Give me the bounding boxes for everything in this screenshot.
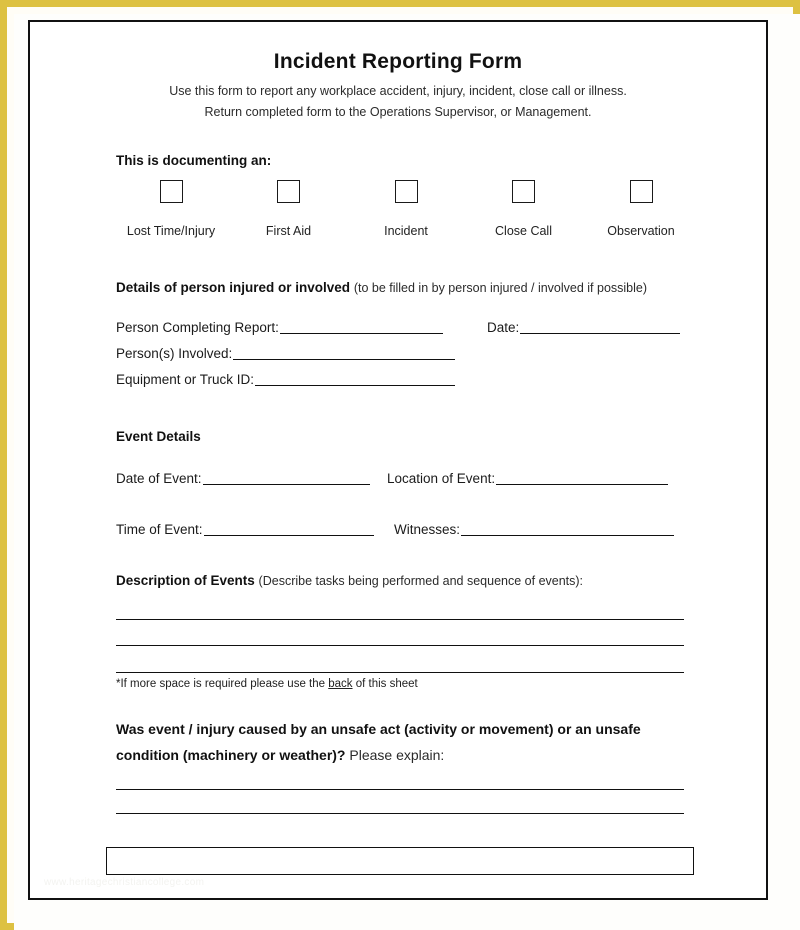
page-title: Incident Reporting Form bbox=[273, 50, 523, 73]
checkbox-option-lost-time-injury[interactable] bbox=[116, 180, 226, 238]
checkbox-close-call[interactable] bbox=[512, 180, 535, 203]
label-equipment-or-truck-id: Equipment or Truck ID: bbox=[116, 371, 255, 387]
input-person-completing-report[interactable] bbox=[280, 320, 443, 334]
checkbox-lost-time-injury[interactable] bbox=[160, 180, 183, 203]
checkbox-label-first-aid: First Aid bbox=[265, 224, 312, 238]
input-persons-involved[interactable] bbox=[233, 346, 455, 360]
unsafe-question-line-2-bold: condition (machinery or weather)? bbox=[116, 747, 346, 763]
event-details-heading: Event Details bbox=[116, 429, 201, 444]
checkbox-observation[interactable] bbox=[630, 180, 653, 203]
description-heading bbox=[116, 573, 583, 588]
field-time-of-event[interactable] bbox=[116, 522, 374, 536]
description-line-1[interactable] bbox=[116, 619, 684, 620]
description-footnote bbox=[116, 678, 418, 690]
input-equipment-or-truck-id[interactable] bbox=[255, 372, 455, 386]
checkbox-option-observation[interactable] bbox=[586, 180, 696, 238]
unsafe-question-line-1: Was event / injury caused by an unsafe act (activity or movement) or an unsafe bbox=[116, 721, 641, 737]
label-time-of-event: Time of Event: bbox=[116, 521, 203, 537]
label-witnesses: Witnesses: bbox=[394, 521, 461, 537]
label-date: Date: bbox=[487, 319, 520, 335]
person-details-heading-note: (to be filled in by person injured / involved if possible) bbox=[353, 281, 648, 295]
description-line-3[interactable] bbox=[116, 672, 684, 673]
input-witnesses[interactable] bbox=[461, 522, 674, 536]
documenting-heading: This is documenting an: bbox=[116, 153, 272, 168]
input-time-of-event[interactable] bbox=[204, 522, 374, 536]
footnote-underlined-word: back bbox=[328, 678, 353, 690]
checkbox-label-observation: Observation bbox=[607, 224, 675, 238]
unsafe-act-question bbox=[116, 716, 696, 768]
signature-box[interactable] bbox=[106, 847, 694, 875]
field-location-of-event[interactable] bbox=[387, 471, 668, 485]
checkbox-option-first-aid[interactable] bbox=[234, 180, 344, 238]
field-date-of-event[interactable] bbox=[116, 471, 370, 485]
subtitle-line-1: Use this form to report any workplace accident, injury, incident, close call or illness. bbox=[169, 84, 627, 98]
checkbox-label-close-call: Close Call bbox=[495, 224, 552, 238]
field-persons-involved[interactable] bbox=[116, 346, 455, 360]
field-witnesses[interactable] bbox=[394, 522, 674, 536]
person-details-heading bbox=[116, 280, 647, 295]
label-location-of-event: Location of Event: bbox=[387, 470, 496, 486]
checkbox-label-incident: Incident bbox=[384, 224, 428, 238]
field-person-completing-report[interactable] bbox=[116, 320, 443, 334]
person-details-heading-bold: Details of person injured or involved bbox=[116, 280, 351, 295]
label-persons-involved: Person(s) Involved: bbox=[116, 345, 233, 361]
checkbox-option-close-call[interactable] bbox=[469, 180, 579, 238]
description-heading-bold: Description of Events bbox=[116, 573, 255, 588]
checkbox-label-lost-time-injury: Lost Time/Injury bbox=[126, 224, 216, 238]
description-heading-note: (Describe tasks being performed and sequence of events): bbox=[258, 574, 584, 588]
watermark-text: www.heritagechristiancollege.com bbox=[44, 877, 205, 888]
input-date[interactable] bbox=[520, 320, 680, 334]
unsafe-question-line-2-plain: Please explain: bbox=[349, 747, 445, 763]
label-person-completing-report: Person Completing Report: bbox=[116, 319, 279, 335]
checkbox-incident[interactable] bbox=[395, 180, 418, 203]
documenting-options-row bbox=[116, 180, 696, 238]
field-equipment-or-truck-id[interactable] bbox=[116, 372, 455, 386]
footnote-text-after: of this sheet bbox=[352, 678, 418, 690]
checkbox-first-aid[interactable] bbox=[277, 180, 300, 203]
document-content bbox=[30, 22, 766, 898]
unsafe-answer-line-2[interactable] bbox=[116, 813, 684, 814]
checkbox-option-incident[interactable] bbox=[351, 180, 461, 238]
subtitle-line-2: Return completed form to the Operations Supervisor, or Management. bbox=[204, 105, 592, 119]
label-date-of-event: Date of Event: bbox=[116, 470, 202, 486]
field-date[interactable] bbox=[487, 320, 680, 334]
footnote-text-before: *If more space is required please use the bbox=[116, 678, 329, 690]
incident-report-document bbox=[28, 20, 768, 900]
input-location-of-event[interactable] bbox=[496, 471, 668, 485]
unsafe-question-line-2 bbox=[116, 742, 696, 768]
unsafe-answer-line-1[interactable] bbox=[116, 789, 684, 790]
input-date-of-event[interactable] bbox=[203, 471, 370, 485]
description-line-2[interactable] bbox=[116, 645, 684, 646]
